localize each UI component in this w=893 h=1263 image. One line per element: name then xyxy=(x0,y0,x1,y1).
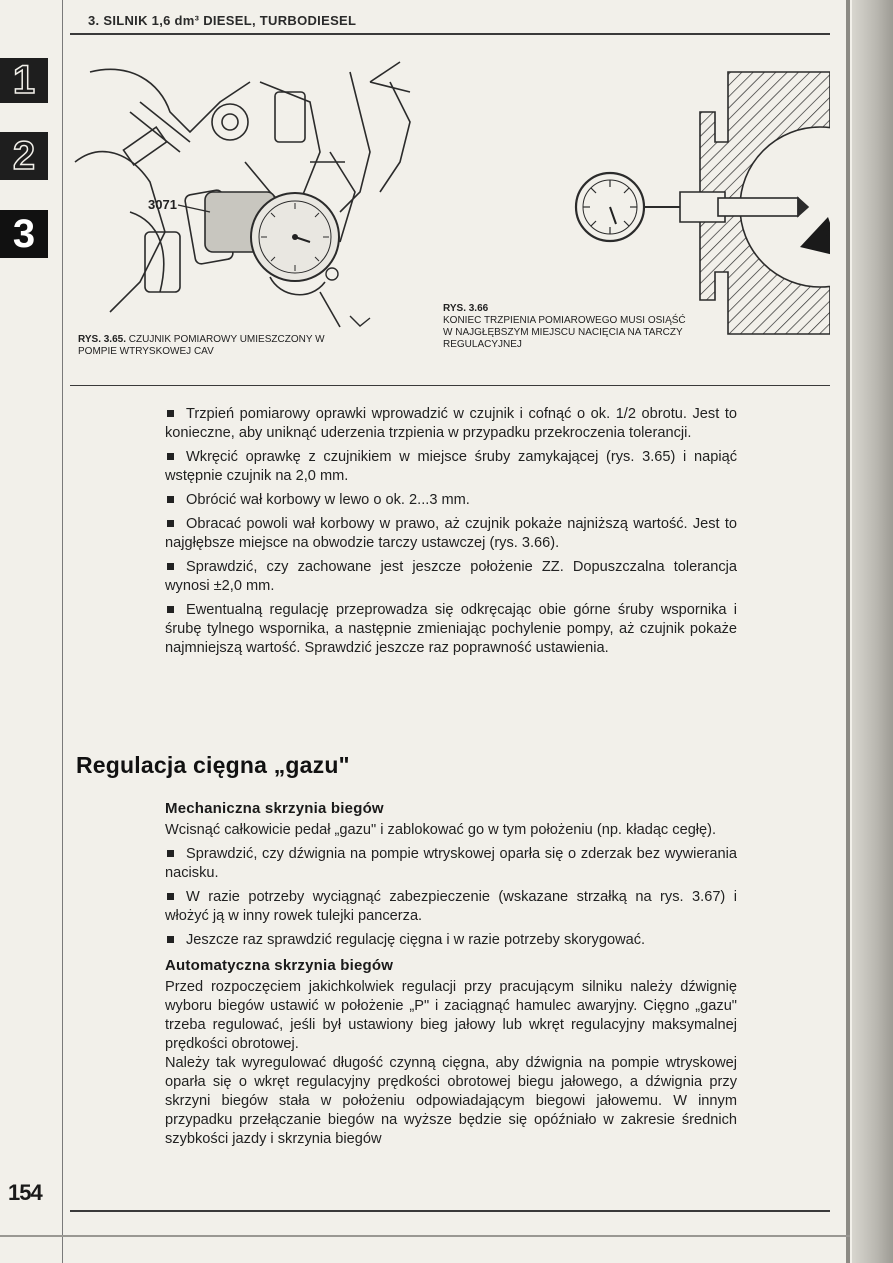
caption-fig-3-65: RYS. 3.65. CZUJNIK POMIAROWY UMIESZCZONY W POMPIE WTRYSKOWEJ CAV xyxy=(78,334,325,357)
step-item: Obracać powoli wał korbowy w prawo, aż czujnik pokaże najniższą wartość. Jest to najgłębsze miejsce na obwodzie tarczy ustawczej (rys. 3.66). xyxy=(165,516,737,551)
page-bottom-edge xyxy=(0,1235,850,1237)
subheading-automatic: Automatyczna skrzynia biegów xyxy=(165,957,394,974)
footer-rule xyxy=(70,1210,830,1212)
step-item: Sprawdzić, czy dźwignia na pompie wtryskowej oparła się o zderzak bez wywierania nacisku. xyxy=(165,846,737,881)
manual-intro: Wcisnąć całkowicie pedał „gazu" i zablokować go w tym położeniu (np. kładąc cegłę). xyxy=(165,822,717,838)
header-rule xyxy=(70,33,830,35)
step-item: Trzpień pomiarowy oprawki wprowadzić w czujnik i cofnąć o ok. 1/2 obrotu. Jest to konieczne, aby uniknąć uderzenia trzpienia w przypadku przekroczenia tolerancji. xyxy=(165,406,737,441)
manual-gearbox-section xyxy=(165,797,737,1154)
bullet-icon xyxy=(167,606,174,613)
step-item: Ewentualną regulację przeprowadza się odkręcając obie górne śruby wspornika i śrubę tylnego wspornika, a następnie zmieniając pochylenie pompy, aż czujnik pokaże najmniejszą wartość. Sprawdzić jeszcze raz poprawność ustawienia. xyxy=(165,602,737,656)
step-item: W razie potrzeby wyciągnąć zabezpieczenie (wskazane strzałką na rys. 3.67) i włożyć ją w inny rowek tulejki pancerza. xyxy=(165,889,737,924)
caption-fig-3-66: RYS. 3.66 KONIEC TRZPIENIA POMIAROWEGO MUSI OSIĄŚĆ W NAJGŁĘBSZYM MIEJSCU NACIĘCIA NA TARCZY REGULACYJNEJ xyxy=(443,303,686,350)
chapter-tab-1: 1 xyxy=(0,58,48,106)
section-heading: Regulacja cięgna „gazu" xyxy=(76,752,350,778)
bullet-icon xyxy=(167,520,174,527)
page-fold-line xyxy=(846,0,850,1263)
page-edge xyxy=(852,0,893,1263)
fig-3-65-label: 3071 xyxy=(148,197,177,212)
figure-rule xyxy=(70,385,830,386)
bullet-icon xyxy=(167,453,174,460)
page-number: 154 xyxy=(8,1180,42,1205)
bullet-icon xyxy=(167,936,174,943)
left-margin-rule xyxy=(62,0,63,1263)
dial-gauge-drawing xyxy=(205,192,339,295)
chapter-tab-3-active: 3 xyxy=(0,210,48,258)
fig-3-66-dial xyxy=(576,173,680,241)
fig-3-66-illustration xyxy=(500,42,830,342)
bullet-icon xyxy=(167,563,174,570)
bullet-icon xyxy=(167,893,174,900)
procedure-steps xyxy=(165,405,737,663)
bullet-icon xyxy=(167,850,174,857)
subheading-manual: Mechaniczna skrzynia biegów xyxy=(165,800,384,817)
bullet-icon xyxy=(167,410,174,417)
step-item: Obrócić wał korbowy w lewo o ok. 2...3 mm. xyxy=(165,491,737,510)
bullet-icon xyxy=(167,496,174,503)
step-item: Sprawdzić, czy zachowane jest jeszcze położenie ZZ. Dopuszczalna tolerancja wynosi ±2,0 mm. xyxy=(165,559,737,594)
automatic-paragraph-2: Należy tak wyregulować długość czynną cięgna, aby dźwignia na pompie wtryskowej oparła się o wkręt regulacyjny prędkości obrotowej biegu jałowego, a dźwignia przy skrzyni biegów stała w położeniu odpowiadającym biegowi jałowemu. W innym przypadku przełączanie biegów na wyższe będzie się opóźniało w zakresie średnich szybkości jazdy i skrzynia biegów xyxy=(165,1055,737,1147)
chapter-tab-2: 2 xyxy=(0,132,48,180)
fig-3-65-illustration xyxy=(70,42,430,332)
running-header: 3. SILNIK 1,6 dm³ DIESEL, TURBODIESEL xyxy=(88,13,357,28)
step-item: Wkręcić oprawkę z czujnikiem w miejsce śruby zamykającej (rys. 3.65) i napiąć wstępnie czujnik na 2,0 mm. xyxy=(165,449,737,484)
automatic-paragraph-1: Przed rozpoczęciem jakichkolwiek regulacji przy pracującym silniku należy dźwignię wyboru biegów ustawić w położenie „P" i zaciągnąć hamulec awaryjny. Cięgno „gazu" trzeba regulować, jeśli był ustawiony bieg jałowy lub wkręt regulacyjny maksymalnej prędkości obrotowej. xyxy=(165,979,737,1052)
step-item: Jeszcze raz sprawdzić regulację cięgna i w razie potrzeby skorygować. xyxy=(165,931,737,950)
